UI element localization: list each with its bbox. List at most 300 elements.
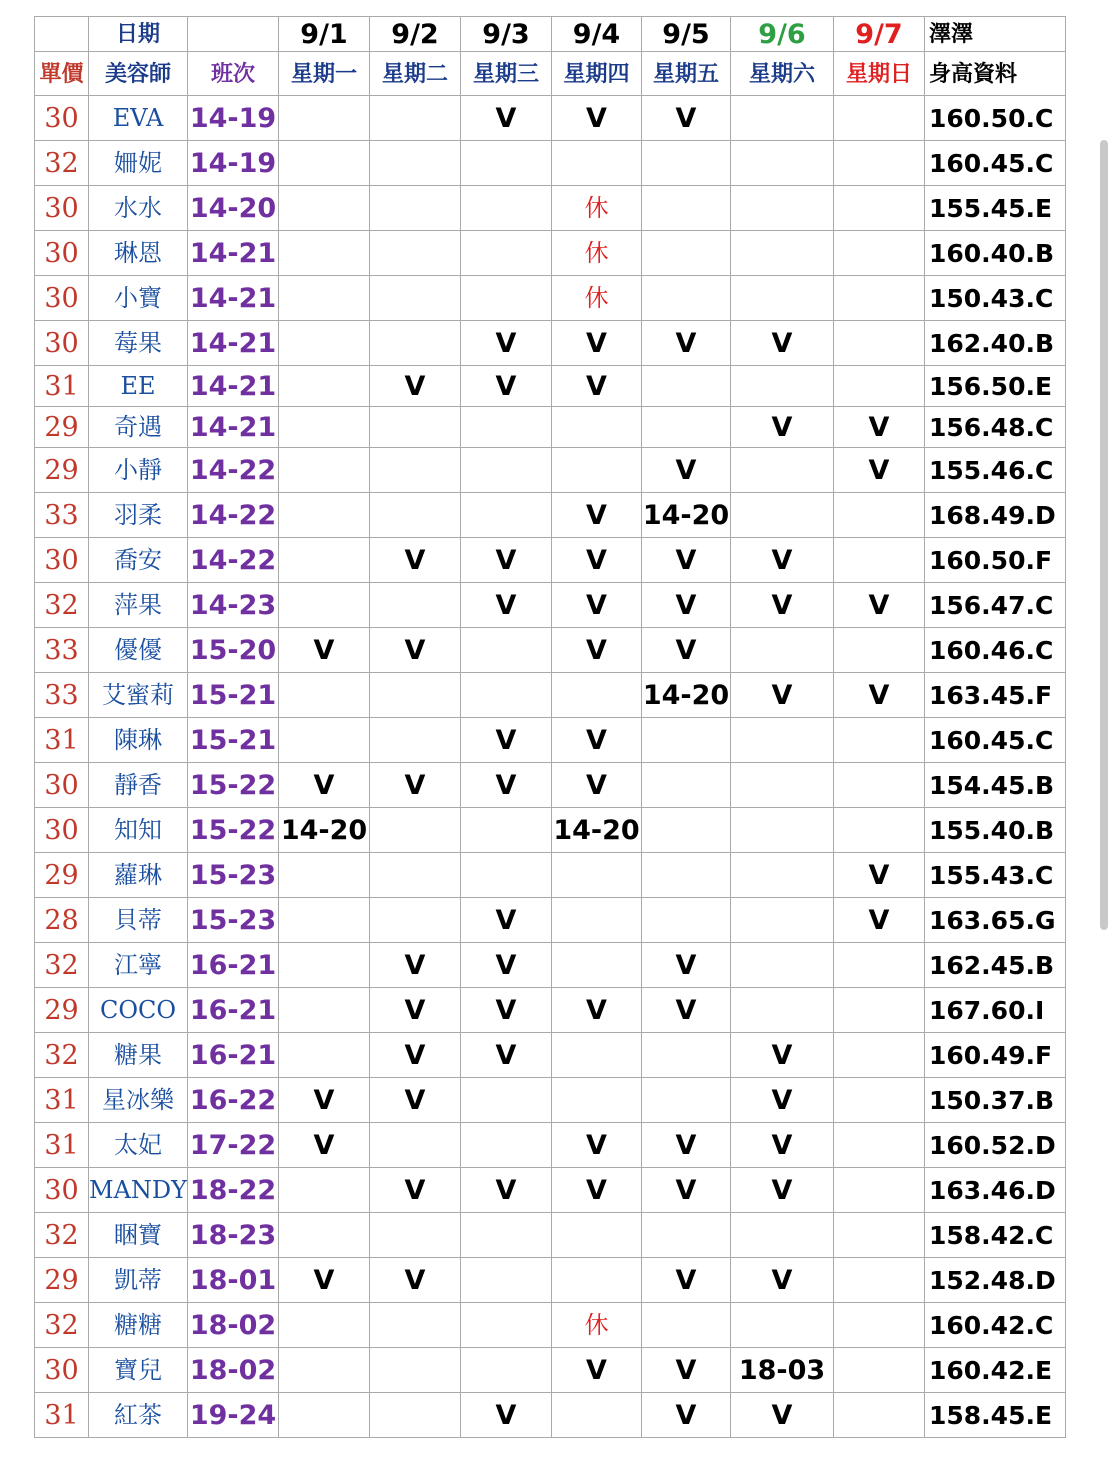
stylist-name-cell: 江寧 <box>89 943 188 988</box>
day-cell <box>461 493 552 538</box>
header-empty-cell <box>188 17 279 52</box>
day-cell <box>731 1303 834 1348</box>
day-cell <box>279 276 370 321</box>
day-cell <box>642 276 731 321</box>
shift-cell: 19-24 <box>188 1393 279 1438</box>
day-cell <box>834 1213 925 1258</box>
day-cell: 休 <box>552 186 642 231</box>
day-cell <box>279 718 370 763</box>
price-cell: 29 <box>35 448 89 493</box>
date-header: 9/6 <box>731 17 834 52</box>
day-cell <box>279 1393 370 1438</box>
profile-cell: 162.40.B <box>925 321 1066 366</box>
day-cell <box>731 141 834 186</box>
stylist-name-cell: 奇遇 <box>89 407 188 448</box>
shift-cell: 14-22 <box>188 538 279 583</box>
day-cell <box>552 407 642 448</box>
table-row <box>35 186 1066 231</box>
date-header: 9/1 <box>279 17 370 52</box>
profile-label: 身高資料 <box>925 52 1066 96</box>
day-cell <box>552 448 642 493</box>
table-row <box>35 141 1066 186</box>
price-cell: 30 <box>35 186 89 231</box>
table-row <box>35 1393 1066 1438</box>
day-cell: V <box>370 538 461 583</box>
profile-cell: 150.37.B <box>925 1078 1066 1123</box>
day-cell <box>731 943 834 988</box>
day-cell <box>834 1033 925 1078</box>
table-row <box>35 1123 1066 1168</box>
shift-cell: 18-02 <box>188 1348 279 1393</box>
price-cell: 30 <box>35 763 89 808</box>
stylist-name-cell: 琳恩 <box>89 231 188 276</box>
table-row <box>35 628 1066 673</box>
day-cell: V <box>552 1123 642 1168</box>
price-cell: 28 <box>35 898 89 943</box>
day-cell <box>552 1078 642 1123</box>
stylist-name-cell: 太妃 <box>89 1123 188 1168</box>
day-cell: V <box>834 407 925 448</box>
shift-cell: 16-21 <box>188 988 279 1033</box>
day-cell <box>461 1303 552 1348</box>
day-cell: 14-20 <box>642 493 731 538</box>
shift-cell: 14-21 <box>188 231 279 276</box>
shift-cell: 14-23 <box>188 583 279 628</box>
profile-cell: 160.50.C <box>925 96 1066 141</box>
day-cell <box>370 1123 461 1168</box>
day-cell: V <box>552 1168 642 1213</box>
day-cell: V <box>461 718 552 763</box>
day-cell <box>731 808 834 853</box>
day-cell: V <box>642 96 731 141</box>
price-cell: 31 <box>35 718 89 763</box>
day-cell: V <box>461 583 552 628</box>
weekday-header: 星期二 <box>370 52 461 96</box>
table-row <box>35 718 1066 763</box>
day-cell: V <box>834 673 925 718</box>
day-cell: V <box>461 898 552 943</box>
day-cell: V <box>731 1393 834 1438</box>
day-cell <box>370 1213 461 1258</box>
price-label: 單價 <box>35 52 89 96</box>
profile-cell: 154.45.B <box>925 763 1066 808</box>
day-cell <box>279 448 370 493</box>
profile-cell: 158.45.E <box>925 1393 1066 1438</box>
day-cell <box>279 141 370 186</box>
date-header: 9/7 <box>834 17 925 52</box>
price-cell: 32 <box>35 1303 89 1348</box>
table-row <box>35 988 1066 1033</box>
day-cell <box>552 673 642 718</box>
day-cell: V <box>461 1033 552 1078</box>
day-cell <box>731 493 834 538</box>
day-cell <box>461 628 552 673</box>
day-cell: V <box>370 1033 461 1078</box>
day-cell: V <box>552 628 642 673</box>
day-cell <box>834 1303 925 1348</box>
day-cell: V <box>279 1078 370 1123</box>
profile-cell: 150.43.C <box>925 276 1066 321</box>
day-cell <box>642 141 731 186</box>
stylist-label: 美容師 <box>89 52 188 96</box>
day-cell <box>370 321 461 366</box>
day-cell <box>834 718 925 763</box>
day-cell: V <box>731 583 834 628</box>
day-cell: V <box>731 673 834 718</box>
day-cell <box>834 366 925 407</box>
day-cell <box>834 1123 925 1168</box>
day-cell <box>279 583 370 628</box>
day-cell <box>461 853 552 898</box>
weekday-header: 星期五 <box>642 52 731 96</box>
table-row <box>35 943 1066 988</box>
shift-cell: 14-22 <box>188 493 279 538</box>
schedule-table <box>34 16 1066 1438</box>
day-cell: V <box>834 898 925 943</box>
day-cell: V <box>279 1123 370 1168</box>
date-header: 9/3 <box>461 17 552 52</box>
day-cell <box>279 186 370 231</box>
day-cell: 18-03 <box>731 1348 834 1393</box>
day-cell <box>279 943 370 988</box>
profile-cell: 163.45.F <box>925 673 1066 718</box>
day-cell <box>642 853 731 898</box>
stylist-name-cell: 糖果 <box>89 1033 188 1078</box>
day-cell <box>370 718 461 763</box>
profile-cell: 160.50.F <box>925 538 1066 583</box>
price-cell: 30 <box>35 1168 89 1213</box>
day-cell: V <box>642 321 731 366</box>
shift-cell: 15-23 <box>188 898 279 943</box>
stylist-name-cell: 紅茶 <box>89 1393 188 1438</box>
day-cell: V <box>642 1123 731 1168</box>
weekday-header: 星期一 <box>279 52 370 96</box>
day-cell <box>552 1258 642 1303</box>
profile-cell: 152.48.D <box>925 1258 1066 1303</box>
day-cell: V <box>642 448 731 493</box>
stylist-name-cell: 優優 <box>89 628 188 673</box>
stylist-name-cell: 糖糖 <box>89 1303 188 1348</box>
stylist-name-cell: 寶兒 <box>89 1348 188 1393</box>
stylist-name-cell: COCO <box>89 988 188 1033</box>
profile-cell: 160.40.B <box>925 231 1066 276</box>
day-cell: V <box>370 366 461 407</box>
day-cell: V <box>642 988 731 1033</box>
price-cell: 30 <box>35 276 89 321</box>
day-cell <box>370 493 461 538</box>
day-cell <box>279 366 370 407</box>
day-cell <box>552 1033 642 1078</box>
day-cell <box>370 808 461 853</box>
profile-cell: 158.42.C <box>925 1213 1066 1258</box>
day-cell <box>279 673 370 718</box>
shift-cell: 18-23 <box>188 1213 279 1258</box>
day-cell: V <box>731 1033 834 1078</box>
shift-cell: 14-22 <box>188 448 279 493</box>
day-cell: V <box>731 1168 834 1213</box>
day-cell <box>731 853 834 898</box>
shift-cell: 16-21 <box>188 1033 279 1078</box>
shift-cell: 18-02 <box>188 1303 279 1348</box>
shift-cell: 15-22 <box>188 763 279 808</box>
day-cell: V <box>731 1258 834 1303</box>
price-cell: 30 <box>35 1348 89 1393</box>
day-cell <box>279 898 370 943</box>
day-cell <box>731 231 834 276</box>
day-cell <box>461 1348 552 1393</box>
stylist-name-cell: 艾蜜莉 <box>89 673 188 718</box>
shift-cell: 18-22 <box>188 1168 279 1213</box>
day-cell <box>834 1348 925 1393</box>
day-cell <box>279 1213 370 1258</box>
day-cell: 休 <box>552 1303 642 1348</box>
profile-cell: 155.40.B <box>925 808 1066 853</box>
day-cell <box>731 763 834 808</box>
shift-cell: 16-22 <box>188 1078 279 1123</box>
day-cell <box>642 718 731 763</box>
scrollbar[interactable] <box>1100 140 1108 930</box>
day-cell: V <box>370 1258 461 1303</box>
day-cell: V <box>642 583 731 628</box>
day-cell: 14-20 <box>552 808 642 853</box>
price-cell: 29 <box>35 1258 89 1303</box>
day-cell <box>552 1213 642 1258</box>
day-cell: V <box>552 96 642 141</box>
profile-cell: 162.45.B <box>925 943 1066 988</box>
shift-cell: 14-21 <box>188 321 279 366</box>
weekday-header: 星期日 <box>834 52 925 96</box>
profile-cell: 160.42.E <box>925 1348 1066 1393</box>
day-cell <box>834 141 925 186</box>
price-cell: 30 <box>35 808 89 853</box>
day-cell: V <box>731 538 834 583</box>
day-cell: V <box>370 1168 461 1213</box>
day-cell <box>279 493 370 538</box>
date-label: 日期 <box>89 17 188 52</box>
day-cell <box>834 628 925 673</box>
table-row <box>35 366 1066 407</box>
stylist-name-cell: EVA <box>89 96 188 141</box>
price-cell: 29 <box>35 407 89 448</box>
day-cell: V <box>731 1123 834 1168</box>
day-cell <box>552 943 642 988</box>
day-cell: V <box>642 943 731 988</box>
day-cell: V <box>552 493 642 538</box>
table-row <box>35 673 1066 718</box>
day-cell <box>461 673 552 718</box>
day-cell: V <box>370 943 461 988</box>
profile-cell: 156.47.C <box>925 583 1066 628</box>
day-cell: V <box>370 988 461 1033</box>
day-cell <box>552 1393 642 1438</box>
profile-cell: 168.49.D <box>925 493 1066 538</box>
day-cell: V <box>370 628 461 673</box>
profile-cell: 160.52.D <box>925 1123 1066 1168</box>
day-cell <box>279 96 370 141</box>
price-cell: 33 <box>35 493 89 538</box>
day-cell <box>279 1168 370 1213</box>
day-cell: V <box>552 583 642 628</box>
profile-cell: 163.65.G <box>925 898 1066 943</box>
day-cell: 14-20 <box>279 808 370 853</box>
table-row <box>35 1258 1066 1303</box>
day-cell: V <box>834 853 925 898</box>
day-cell <box>370 141 461 186</box>
day-cell: V <box>834 448 925 493</box>
day-cell <box>731 276 834 321</box>
table-row <box>35 407 1066 448</box>
day-cell <box>834 186 925 231</box>
day-cell <box>279 231 370 276</box>
stylist-name-cell: EE <box>89 366 188 407</box>
table-row <box>35 321 1066 366</box>
profile-cell: 160.45.C <box>925 718 1066 763</box>
shift-label: 班次 <box>188 52 279 96</box>
table-row <box>35 96 1066 141</box>
day-cell <box>834 231 925 276</box>
day-cell <box>461 1213 552 1258</box>
day-cell <box>279 988 370 1033</box>
stylist-name-cell: 羽柔 <box>89 493 188 538</box>
table-row <box>35 1348 1066 1393</box>
day-cell: 休 <box>552 276 642 321</box>
shift-cell: 14-19 <box>188 141 279 186</box>
table-row <box>35 583 1066 628</box>
stylist-name-cell: 蘿琳 <box>89 853 188 898</box>
price-cell: 32 <box>35 1213 89 1258</box>
stylist-name-cell: 小寶 <box>89 276 188 321</box>
day-cell <box>834 808 925 853</box>
stylist-name-cell: 莓果 <box>89 321 188 366</box>
price-cell: 30 <box>35 96 89 141</box>
day-cell: V <box>552 538 642 583</box>
day-cell: V <box>461 321 552 366</box>
shift-cell: 15-23 <box>188 853 279 898</box>
profile-cell: 167.60.I <box>925 988 1066 1033</box>
day-cell <box>552 898 642 943</box>
day-cell: V <box>731 407 834 448</box>
day-cell <box>834 1078 925 1123</box>
day-cell <box>834 763 925 808</box>
day-cell <box>642 1213 731 1258</box>
day-cell <box>461 1123 552 1168</box>
price-cell: 30 <box>35 321 89 366</box>
day-cell: V <box>461 538 552 583</box>
table-row <box>35 538 1066 583</box>
header-row-dates <box>35 17 1066 52</box>
day-cell <box>552 141 642 186</box>
extra-header-top: 澤澤 <box>925 17 1066 52</box>
table-row <box>35 1303 1066 1348</box>
day-cell <box>370 1303 461 1348</box>
shift-cell: 15-21 <box>188 718 279 763</box>
day-cell <box>834 943 925 988</box>
day-cell: V <box>642 1258 731 1303</box>
day-cell <box>279 407 370 448</box>
day-cell: V <box>642 1348 731 1393</box>
price-cell: 32 <box>35 943 89 988</box>
table-row <box>35 808 1066 853</box>
day-cell <box>731 988 834 1033</box>
day-cell: V <box>552 321 642 366</box>
shift-cell: 17-22 <box>188 1123 279 1168</box>
day-cell: 14-20 <box>642 673 731 718</box>
day-cell <box>370 1348 461 1393</box>
day-cell <box>834 493 925 538</box>
profile-cell: 155.46.C <box>925 448 1066 493</box>
day-cell <box>279 1348 370 1393</box>
shift-cell: 14-21 <box>188 407 279 448</box>
date-header: 9/2 <box>370 17 461 52</box>
shift-cell: 18-01 <box>188 1258 279 1303</box>
day-cell <box>834 96 925 141</box>
profile-cell: 160.42.C <box>925 1303 1066 1348</box>
day-cell <box>731 96 834 141</box>
day-cell <box>370 231 461 276</box>
shift-cell: 14-21 <box>188 276 279 321</box>
stylist-name-cell: 小靜 <box>89 448 188 493</box>
date-header: 9/4 <box>552 17 642 52</box>
stylist-name-cell: 靜香 <box>89 763 188 808</box>
shift-cell: 14-20 <box>188 186 279 231</box>
day-cell: V <box>552 366 642 407</box>
price-cell: 32 <box>35 141 89 186</box>
stylist-name-cell: 貝蒂 <box>89 898 188 943</box>
stylist-name-cell: MANDY <box>89 1168 188 1213</box>
table-row <box>35 898 1066 943</box>
price-cell: 31 <box>35 366 89 407</box>
day-cell: V <box>552 718 642 763</box>
day-cell <box>642 808 731 853</box>
shift-cell: 16-21 <box>188 943 279 988</box>
day-cell <box>461 407 552 448</box>
table-row <box>35 231 1066 276</box>
day-cell <box>642 1033 731 1078</box>
day-cell: V <box>642 628 731 673</box>
day-cell <box>642 186 731 231</box>
price-cell: 33 <box>35 628 89 673</box>
price-cell: 30 <box>35 538 89 583</box>
day-cell: V <box>552 988 642 1033</box>
price-cell: 32 <box>35 1033 89 1078</box>
stylist-name-cell: 凱蒂 <box>89 1258 188 1303</box>
header-empty-cell <box>35 17 89 52</box>
day-cell <box>370 853 461 898</box>
shift-cell: 15-21 <box>188 673 279 718</box>
day-cell <box>461 141 552 186</box>
stylist-name-cell: 知知 <box>89 808 188 853</box>
price-cell: 31 <box>35 1078 89 1123</box>
day-cell <box>370 673 461 718</box>
day-cell <box>370 898 461 943</box>
day-cell: V <box>552 763 642 808</box>
table-row <box>35 1168 1066 1213</box>
date-header: 9/5 <box>642 17 731 52</box>
table-row <box>35 493 1066 538</box>
day-cell <box>279 321 370 366</box>
price-cell: 32 <box>35 583 89 628</box>
day-cell <box>834 1393 925 1438</box>
day-cell: V <box>370 763 461 808</box>
table-row <box>35 448 1066 493</box>
profile-cell: 160.45.C <box>925 141 1066 186</box>
day-cell: V <box>731 1078 834 1123</box>
day-cell <box>370 583 461 628</box>
day-cell <box>642 1078 731 1123</box>
day-cell <box>461 808 552 853</box>
day-cell <box>834 988 925 1033</box>
day-cell: V <box>642 1393 731 1438</box>
